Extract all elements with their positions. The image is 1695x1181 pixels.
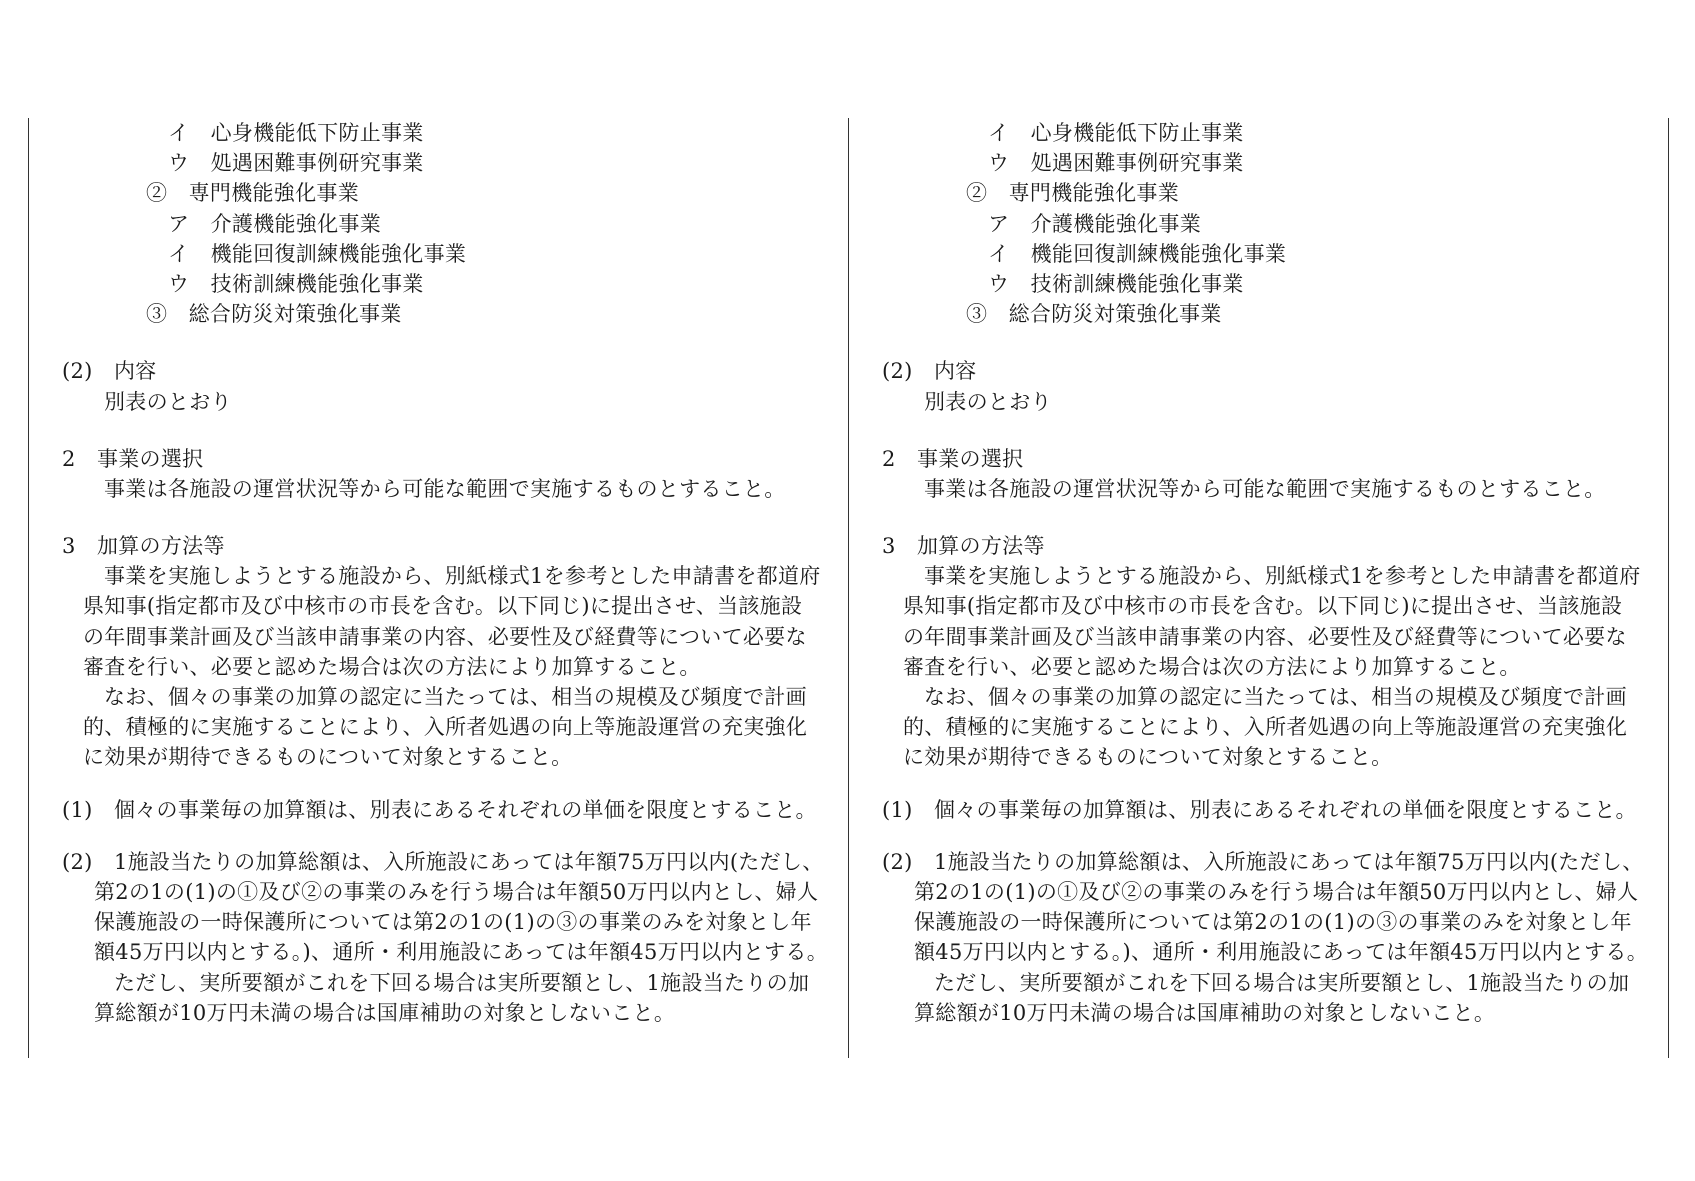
body-text: 額45万円以内とする。)、通所・利用施設にあっては年額45万円以内とする。 [914,940,1649,965]
list-item: ウ 技術訓練機能強化事業 [988,271,1244,296]
list-item: ア 介護機能強化事業 [988,211,1201,236]
body-text: 的、積極的に実施することにより、入所者処遇の向上等施設運営の充実強化 [83,715,808,740]
right-column [882,118,1682,1028]
body-text: 県知事(指定都市及び中核市の市長を含む。以下同じ)に提出させ、当該施設 [903,594,1623,619]
list-item: イ 機能回復訓練機能強化事業 [168,241,467,266]
body-text: 保護施設の一時保護所については第2の1の(1)の③の事業のみを対象とし年 [94,910,812,935]
body-text: 事業は各施設の運営状況等から可能な範囲で実施するものとすること。 [924,476,1606,501]
section-heading: 3 加算の方法等 [882,534,1045,559]
list-item: (1) 個々の事業毎の加算額は、別表にあるそれぞれの単価を限度とすること。 [882,797,1637,822]
list-item: イ 機能回復訓練機能強化事業 [988,241,1287,266]
list-item: ③ 総合防災対策強化事業 [966,302,1222,327]
list-item: (2) 1施設当たりの加算総額は、入所施設にあっては年額75万円以内(ただし、 [62,849,824,874]
list-item: ウ 処遇困難事例研究事業 [988,151,1244,176]
body-text: の年間事業計画及び当該申請事業の内容、必要性及び経費等について必要な [903,624,1627,649]
body-text: 額45万円以内とする。)、通所・利用施設にあっては年額45万円以内とする。 [94,940,829,965]
body-text: なお、個々の事業の加算の認定に当たっては、相当の規模及び頻度で計画 [104,685,807,709]
body-text: ただし、実所要額がこれを下回る場合は実所要額とし、1施設当たりの加 [114,970,810,995]
left-border-rule [28,118,29,1058]
body-text: に効果が期待できるものについて対象とすること。 [83,745,573,770]
section-heading: 2 事業の選択 [882,446,1024,471]
list-item: ② 専門機能強化事業 [146,181,359,206]
body-text: 事業を実施しようとする施設から、別紙様式1を参考とした申請書を都道府 [104,564,821,589]
body-text: 別表のとおり [104,389,232,414]
body-text: 県知事(指定都市及び中核市の市長を含む。以下同じ)に提出させ、当該施設 [83,594,803,619]
body-text: 事業を実施しようとする施設から、別紙様式1を参考とした申請書を都道府 [924,564,1641,589]
body-text: 算総額が10万円未満の場合は国庫補助の対象としないこと。 [94,1000,676,1025]
list-item: (2) 1施設当たりの加算総額は、入所施設にあっては年額75万円以内(ただし、 [882,849,1644,874]
body-text: 算総額が10万円未満の場合は国庫補助の対象としないこと。 [914,1000,1496,1025]
list-item: ② 専門機能強化事業 [966,181,1179,206]
body-text: に効果が期待できるものについて対象とすること。 [903,745,1393,770]
list-item: イ 心身機能低下防止事業 [988,121,1244,145]
body-text: 審査を行い、必要と認めた場合は次の方法により加算すること。 [83,654,701,679]
body-text: の年間事業計画及び当該申請事業の内容、必要性及び経費等について必要な [83,624,807,649]
body-text: なお、個々の事業の加算の認定に当たっては、相当の規模及び頻度で計画 [924,685,1627,709]
body-text: 第2の1の(1)の①及び②の事業のみを行う場合は年額50万円以内とし、婦人 [94,879,819,904]
section-heading: 3 加算の方法等 [62,534,225,559]
body-text: 的、積極的に実施することにより、入所者処遇の向上等施設運営の充実強化 [903,715,1628,740]
body-text: 事業は各施設の運営状況等から可能な範囲で実施するものとすること。 [104,476,786,501]
section-heading: 2 事業の選択 [62,446,204,471]
section-heading: (2) 内容 [62,359,157,384]
body-text: 保護施設の一時保護所については第2の1の(1)の③の事業のみを対象とし年 [914,910,1632,935]
body-text: 別表のとおり [924,389,1052,414]
body-text: ただし、実所要額がこれを下回る場合は実所要額とし、1施設当たりの加 [934,970,1630,995]
list-item: ア 介護機能強化事業 [168,211,381,236]
list-item: ③ 総合防災対策強化事業 [146,302,402,327]
body-text: 第2の1の(1)の①及び②の事業のみを行う場合は年額50万円以内とし、婦人 [914,879,1639,904]
list-item: ウ 処遇困難事例研究事業 [168,151,424,176]
body-text: 審査を行い、必要と認めた場合は次の方法により加算すること。 [903,654,1521,679]
list-item: イ 心身機能低下防止事業 [168,121,424,145]
section-heading: (2) 内容 [882,359,977,384]
list-item: (1) 個々の事業毎の加算額は、別表にあるそれぞれの単価を限度とすること。 [62,797,817,822]
left-column [62,118,862,1028]
list-item: ウ 技術訓練機能強化事業 [168,271,424,296]
